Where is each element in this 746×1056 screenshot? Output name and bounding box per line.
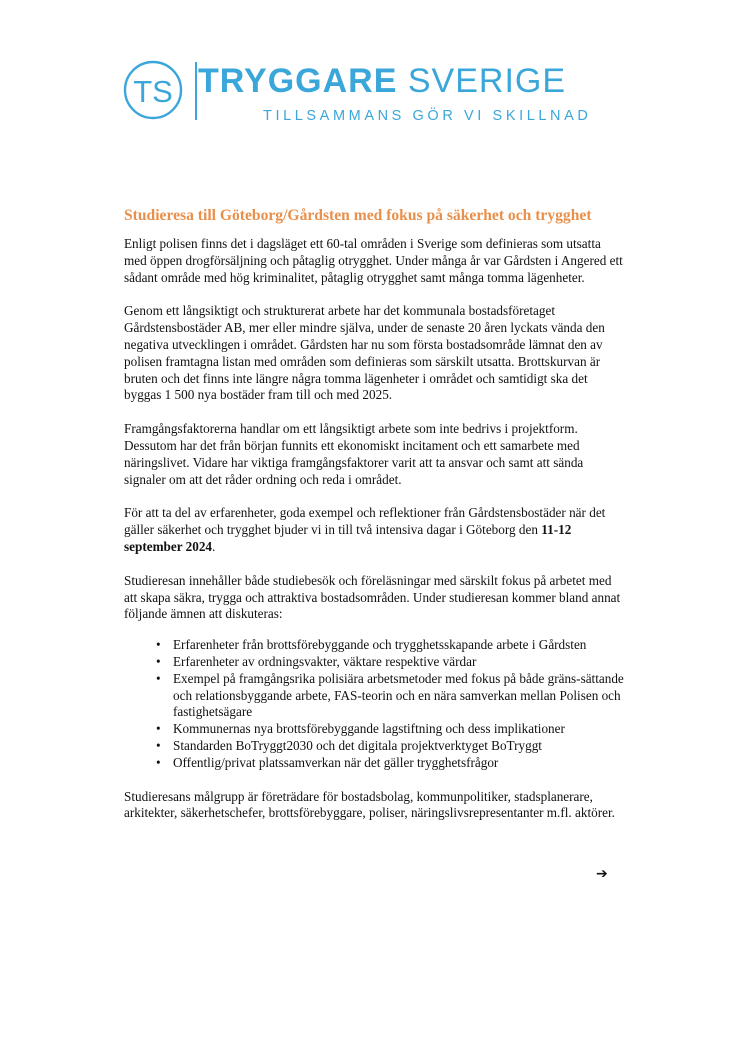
paragraph-2: Genom ett långsiktigt och strukturerat arbete har det kommunala bostadsföretaget Gårdstensbostäder AB, mer eller mindre själva, under de senaste 20 åren lyckats vända den negativa utvecklingen i området. Gårdsten har nu som första bostadsområde lämnat den av polisen framtagna listan med områden som definieras som särskilt utsatta. Brottskurvan är bruten och det finns inte längre några tomma lägenheter i området och samtidigt ska det byggas 1 500 nya bostäder fram till och med 2025. [124, 303, 605, 403]
topic-text: Exempel på framgångsrika polisiära arbetsmetoder med fokus på både gräns-sättande och relationsbyggande arbete, FAS-teorin och en nära samverkan mellan Polisen och fastighetsägare [173, 670, 624, 720]
invitation-paragraph [124, 505, 624, 555]
invitation-end: . [212, 538, 216, 554]
monogram-text: TS [133, 74, 173, 109]
brand-name [198, 62, 566, 100]
topic-text: Erfarenheter från brottsförebyggande och trygghetsskapande arbete i Gårdsten [173, 637, 587, 653]
bullet-icon: • [156, 737, 161, 753]
invitation-text: För att ta del av erfarenheter, goda exempel och reflektioner från Gårdstensbostäder när det gäller säkerhet och trygghet bjuder vi in till två intensiva dagar i Göteborg den [124, 505, 606, 538]
ts-monogram-icon [122, 58, 186, 122]
brand-tagline: TILLSAMMANS GÖR VI SKILLNAD [263, 108, 592, 124]
logo-divider [195, 62, 197, 120]
target-audience: Studieresans målgrupp är företrädare för bostadsbolag, kommunpolitiker, stadsplanerare, arkitekter, säkerhetschefer, brottsförebyggare, poliser, näringslivsrepresentanter m.fl. aktörer. [124, 788, 615, 821]
topic-list [124, 637, 624, 771]
topic-text: Kommunernas nya brottsförebyggande lagstiftning och dess implikationer [173, 721, 565, 737]
bullet-icon: • [156, 721, 161, 737]
document-body [124, 206, 624, 839]
list-item [156, 637, 624, 654]
brand-name-light: SVERIGE [407, 62, 567, 100]
paragraph-3: Framgångsfaktorerna handlar om ett långsiktigt arbete som inte bedrivs i projektform. Dessutom har det från början funnits ett ekonomiskt incitament och ett samarbete med näringslivet. Vidare har viktiga framgångsfaktorer varit att ta ansvar och samt att sända signaler om att det råder ordning och reda i området. [124, 421, 584, 487]
event-date: 11-12 september 2024 [124, 522, 572, 554]
list-item [156, 721, 624, 738]
continue-arrow-icon: ➔ [596, 866, 608, 882]
list-item [156, 653, 624, 671]
topic-text: Erfarenheter av ordningsvakter, väktare respektive värdar [173, 653, 477, 669]
brand-logo [122, 58, 622, 128]
topic-text: Offentlig/privat platssamverkan när det gäller trygghetsfrågor [173, 754, 499, 770]
bullet-icon: • [156, 670, 161, 686]
paragraph-1: Enligt polisen finns det i dagsläget ett 60-tal områden i Sverige som definieras som utsatta med öppen drogförsäljning och påtaglig otrygghet. Under många år var Gårdsten i Angered ett sådant område med hög kriminalitet, påtaglig otrygghet samt många tomma lägenheter. [124, 236, 623, 285]
list-item [156, 670, 624, 721]
bullet-icon: • [156, 653, 161, 669]
bullet-icon: • [156, 637, 161, 653]
content-intro: Studieresan innehåller både studiebesök och föreläsningar med särskilt fokus på arbetet med att skapa säkra, trygga och attraktiva bostadsområden. Under studieresan kommer bland annat följande ämnen att diskuteras: [124, 572, 621, 622]
bullet-icon: • [156, 754, 161, 770]
brand-name-bold: TRYGGARE [198, 62, 398, 100]
list-item [156, 737, 624, 755]
list-item [156, 754, 624, 772]
page-title: Studieresa till Göteborg/Gårdsten med fokus på säkerhet och trygghet [124, 207, 592, 224]
topic-text: Standarden BoTryggt2030 och det digitala projektverktyget BoTryggt [173, 737, 542, 753]
